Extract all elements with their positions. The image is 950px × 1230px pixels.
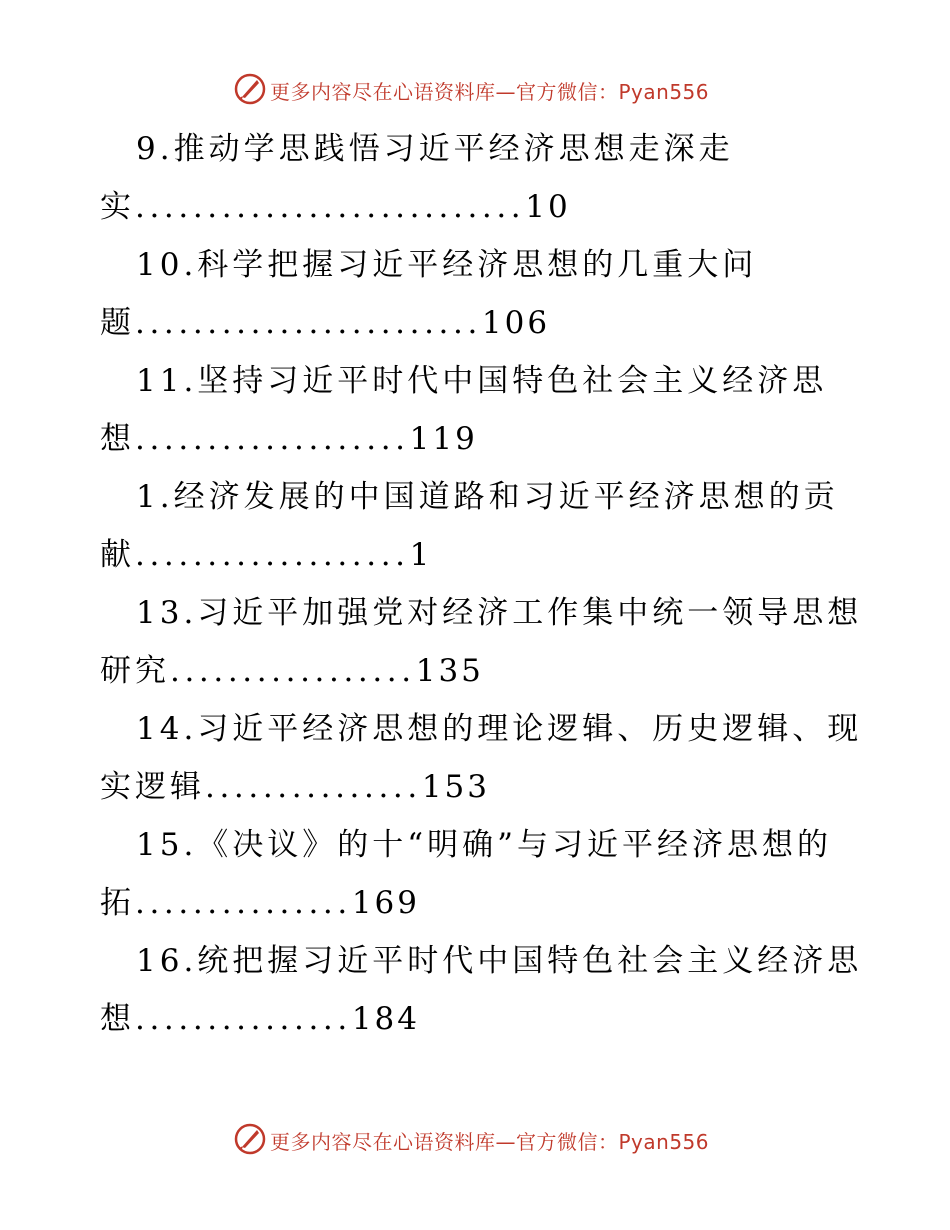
- quill-logo-icon: [233, 1122, 267, 1156]
- toc-page-number: 169: [351, 885, 420, 921]
- toc-page-number: 1: [409, 537, 433, 573]
- toc-entry[interactable]: [100, 352, 840, 468]
- quill-logo-icon: [233, 72, 267, 106]
- toc-entry-title-end: 拓: [100, 885, 135, 921]
- toc-entry-title-end: 实: [100, 189, 135, 225]
- watermark-title: 更多内容尽在心语资料库: [270, 80, 496, 104]
- toc-entry[interactable]: [100, 932, 863, 1048]
- toc-entry-title: 9.推动学思践悟习近平经济思想走深走: [136, 131, 734, 167]
- toc-entry-continuation: [100, 410, 840, 468]
- toc-entry[interactable]: [100, 700, 863, 816]
- toc-leader-dots: ...............: [205, 769, 422, 805]
- header-watermark: [0, 70, 950, 110]
- toc-entry-continuation: [100, 526, 840, 584]
- toc-entry-continuation: [100, 178, 840, 236]
- toc-entry-title-end: 想: [100, 421, 135, 457]
- toc-entry-continuation: [100, 874, 840, 932]
- toc-entry-title: 16.统把握习近平时代中国特色社会主义经济思: [136, 943, 863, 979]
- toc-entry[interactable]: [100, 468, 840, 584]
- toc-leader-dots: ...................: [135, 537, 410, 573]
- watermark-separator: —: [495, 1130, 516, 1154]
- toc-entry-title: 15.《决议》的十“明确”与习近平经济思想的: [136, 827, 832, 863]
- toc-leader-dots: ...................: [135, 421, 410, 457]
- toc-leader-dots: .................: [170, 653, 416, 689]
- toc-page-number: 10: [525, 189, 571, 225]
- toc-entry[interactable]: [100, 584, 863, 700]
- toc-page-number: 184: [351, 1001, 420, 1037]
- toc-entry-continuation: [100, 990, 840, 1048]
- toc-page-number: 135: [415, 653, 484, 689]
- watermark-title: 更多内容尽在心语资料库: [270, 1130, 496, 1154]
- toc-entry-continuation: [100, 294, 840, 352]
- watermark-separator: —: [495, 80, 516, 104]
- toc-leader-dots: ........................: [135, 305, 482, 341]
- toc-entry-title: 14.习近平经济思想的理论逻辑、历史逻辑、现: [136, 711, 863, 747]
- toc-page-number: 119: [409, 421, 478, 457]
- toc-entry-title: 10.科学把握习近平经济思想的几重大问: [136, 247, 758, 283]
- toc-page-number: 106: [481, 305, 551, 341]
- toc-entry-title: 1.经济发展的中国道路和习近平经济思想的贡: [136, 479, 839, 515]
- toc-entry-continuation: [100, 642, 840, 700]
- watermark-text: [270, 76, 709, 105]
- toc-leader-dots: ...........................: [135, 189, 526, 225]
- toc-leader-dots: ...............: [135, 885, 352, 921]
- watermark-text: [270, 1126, 709, 1155]
- toc-leader-dots: ...............: [135, 1001, 352, 1037]
- toc-entry[interactable]: [100, 236, 840, 352]
- toc-entry[interactable]: [100, 816, 840, 932]
- watermark-contact: 官方微信：Pyan556: [516, 1130, 710, 1154]
- watermark-contact: 官方微信：Pyan556: [516, 80, 710, 104]
- toc-entry-title: 11.坚持习近平时代中国特色社会主义经济思: [136, 363, 828, 399]
- toc-entry-title-end: 研究: [100, 653, 170, 689]
- toc-page-number: 153: [421, 769, 490, 805]
- toc-entry-title-end: 献: [100, 537, 135, 573]
- toc-entry-title: 13.习近平加强党对经济工作集中统一领导思想: [136, 595, 863, 631]
- table-of-contents: [100, 120, 863, 1048]
- toc-entry-title-end: 题: [100, 305, 135, 341]
- toc-entry-title-end: 实逻辑: [100, 769, 205, 805]
- footer-watermark: [0, 1120, 950, 1160]
- toc-entry[interactable]: [100, 120, 840, 236]
- toc-entry-continuation: [100, 758, 840, 816]
- toc-entry-title-end: 想: [100, 1001, 135, 1037]
